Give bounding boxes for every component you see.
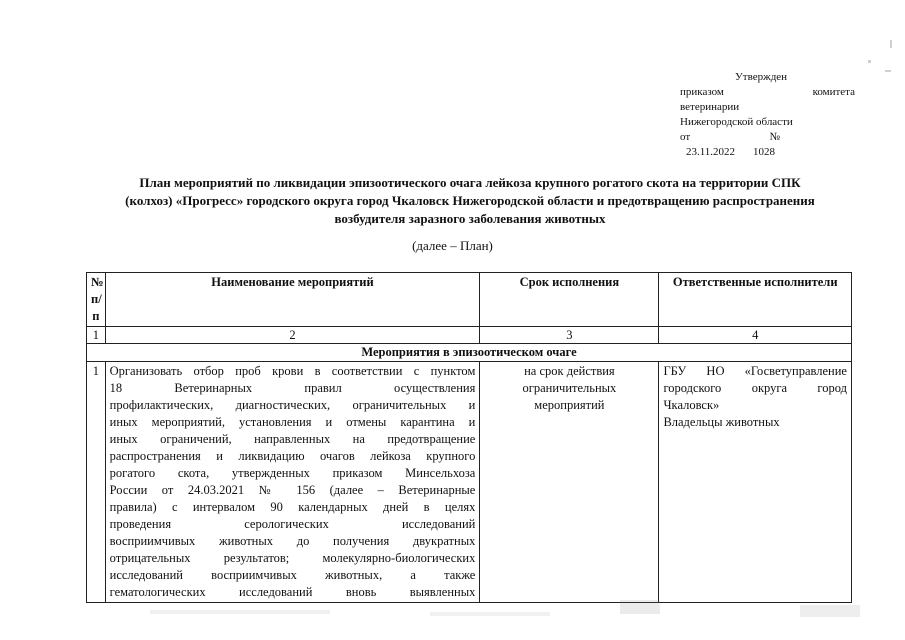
scan-speck — [620, 600, 660, 614]
scan-speck — [885, 70, 891, 72]
responsible-line: ГБУ НО «Госветуправление — [663, 364, 847, 378]
column-number: 1 — [87, 327, 106, 344]
approval-line-4 — [680, 130, 780, 145]
deadline-line: мероприятий — [534, 398, 605, 412]
column-number: 4 — [659, 327, 852, 344]
description-line: России от 24.03.2021 № 156 (далее – Ветеринарные — [109, 483, 476, 497]
approval-line-1 — [680, 85, 855, 100]
scan-speck — [150, 610, 330, 614]
approval-block — [680, 70, 855, 160]
row-description — [105, 362, 480, 603]
header-number: № п/п — [87, 273, 106, 327]
header-activity: Наименование мероприятий — [105, 273, 480, 327]
description-line: иных мероприятий, установления и отмены карантина и — [109, 415, 476, 429]
document-subtitle: (далее – План) — [412, 238, 493, 253]
scan-speck — [868, 60, 871, 63]
description-line: рогатого скота, утвержденных приказом Минсельхоза — [109, 466, 476, 480]
description-line: Организовать отбор проб крови в соответствии с пунктом — [109, 364, 476, 378]
responsible-line: Владельцы животных — [663, 415, 780, 429]
description-line: профилактических, диагностических, ограничительных и — [109, 398, 476, 412]
approval-date-row — [680, 145, 855, 160]
title-line-3: возбудителя заразного заболевания животных — [334, 211, 606, 226]
responsible-line: Чкаловск» — [663, 398, 720, 412]
description-line: распространения и ликвидацию очагов лейкоза крупного — [109, 449, 476, 463]
approval-order-word: приказом — [680, 86, 724, 98]
approval-date: 23.11.2022 — [685, 146, 736, 158]
description-line: отрицательных результатов; молекулярно-биологических — [109, 551, 476, 565]
row-number: 1 — [87, 362, 106, 603]
column-number: 2 — [105, 327, 480, 344]
responsible-line: городского округа город — [663, 381, 847, 395]
column-number: 3 — [480, 327, 659, 344]
plan-table — [86, 272, 852, 603]
description-line: 18 Ветеринарных правил осуществления — [109, 381, 476, 395]
title-line-2: (колхоз) «Прогресс» городского округа город Чкаловск Нижегородской области и предотвращению распространения — [125, 193, 815, 208]
deadline-line: ограничительных — [522, 381, 617, 395]
approval-line-3: Нижегородской области — [680, 116, 793, 128]
table-row — [87, 362, 852, 603]
header-deadline: Срок исполнения — [480, 273, 659, 327]
description-line: восприимчивых животных до получения двукратных — [109, 534, 476, 548]
approval-line-2: ветеринарии — [680, 101, 740, 113]
title-line-1: План мероприятий по ликвидации эпизоотического очага лейкоза крупного рогатого скота на территории СПК — [139, 175, 801, 190]
approval-title: Утвержден — [735, 71, 788, 83]
row-deadline — [480, 362, 659, 603]
header-responsible: Ответственные исполнители — [659, 273, 852, 327]
table-header-row — [87, 273, 852, 327]
scan-speck — [800, 605, 860, 617]
column-number-row — [87, 327, 852, 344]
scan-speck — [890, 40, 892, 48]
scan-speck — [430, 612, 550, 616]
document-title — [70, 174, 870, 228]
section-title: Мероприятия в эпизоотическом очаге — [87, 344, 852, 362]
section-row — [87, 344, 852, 362]
row-responsible — [659, 362, 852, 603]
description-line: исследований восприимчивых животных, а также — [109, 568, 476, 582]
description-line: гематологических исследований вновь выявленных — [109, 585, 476, 599]
description-line: проведения серологических исследований — [109, 517, 476, 531]
approval-number-sign: № — [769, 131, 780, 143]
description-line: иных ограничений, направленных на предотвращение — [109, 432, 476, 446]
approval-committee-word: комитета — [812, 86, 855, 98]
approval-number: 1028 — [753, 146, 775, 158]
deadline-line: на срок действия — [524, 364, 615, 378]
description-line: правила) с интервалом 90 календарных дней в целях — [109, 500, 476, 514]
approval-from-word: от — [680, 131, 691, 143]
